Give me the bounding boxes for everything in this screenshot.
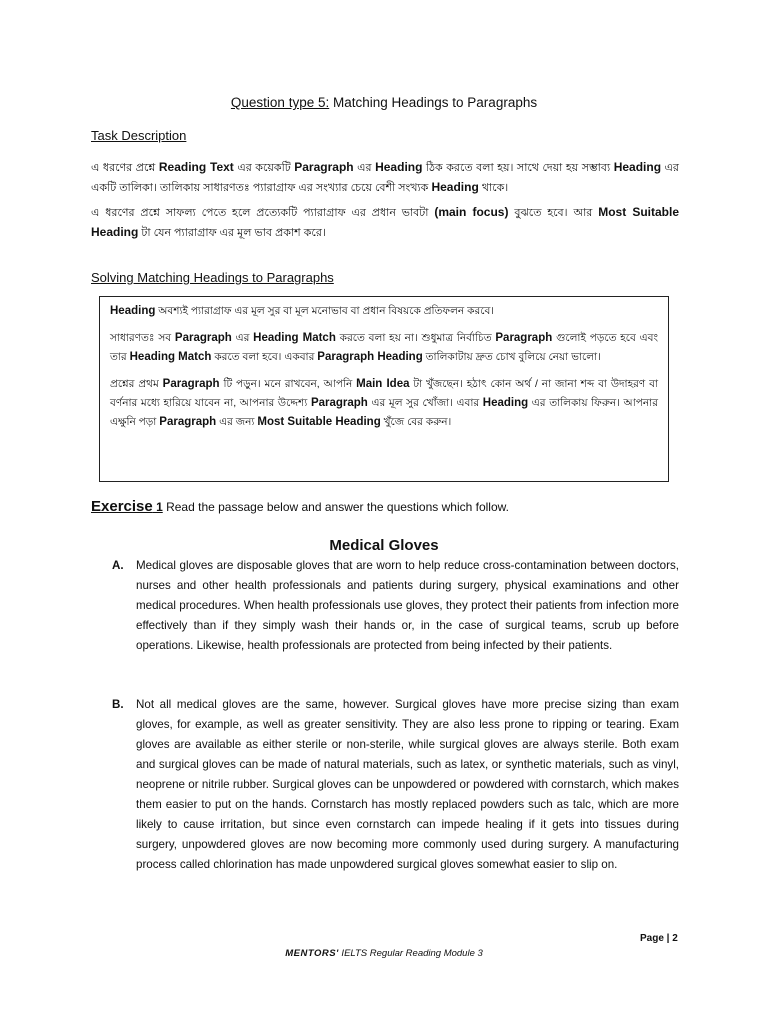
exercise-label: Exercise 1 <box>91 498 163 515</box>
passage-title: Medical Gloves <box>329 537 439 554</box>
question-type-text: Matching Headings to Paragraphs <box>329 95 538 110</box>
page-number: Page | 2 <box>640 933 678 944</box>
module-name: IELTS Regular Reading Module 3 <box>338 948 483 959</box>
tip-3: প্রশ্নের প্রথম Paragraph টি পড়ুন। মনে রাখবেন, আপনি Main Idea টা খুঁজছেন। হঠাৎ কোন অর্থ / না জানা শব্দ বা উদাহরণ বা বর্ণনার মধ্যে হারিয়ে যাবেন না, আপনার উদ্দেশ্য Paragraph এর মূল সুর খোঁজা। এবার Heading এর তালিকায় ফিরুন। আপনার এক্ষুনি পড়া Paragraph এর জন্য Most Suitable Heading খুঁজে বের করুন। <box>110 378 658 428</box>
tip-1: Heading অবশ্যই প্যারাগ্রাফ এর মূল সুর বা মূল মনোভাব বা প্রধান বিষয়কে প্রতিফলন করবে। <box>110 305 495 317</box>
brand-logo: MENTORS' <box>285 948 339 959</box>
task-description-heading: Task Description <box>91 128 187 143</box>
exercise-instruction: Read the passage below and answer the questions which follow. <box>162 500 509 514</box>
solving-heading: Solving Matching Headings to Paragraphs <box>91 270 334 285</box>
task-paragraph-2: এ ধরণের প্রশ্নে সাফল্য পেতে হলে প্রত্যেকটি প্যারাগ্রাফ এর প্রধান ভাবটা (main focus) বুঝতে হবে। আর Most Suitable Heading টা যেন প্যারাগ্রাফ এর মূল ভাব প্রকাশ করে। <box>91 205 680 239</box>
task-paragraph-1: এ ধরণের প্রশ্নে Reading Text এর কয়েকটি Paragraph এর Heading ঠিক করতে বলা হয়। সাথে দেয়া হয় সম্ভাব্য Heading এর একটি তালিকা। তালিকায় সাধারণতঃ প্যারাগ্রাফ এর সংখ্যার চেয়ে বেশী সংখ্যক Heading থাকে। <box>91 160 679 194</box>
tip-2: সাধারণতঃ সব Paragraph এর Heading Match করতে বলা হয় না। শুধুমাত্র নির্বাচিত Paragraph গুলোই পড়তে হবে এবং তার Heading Match করতে বলা হবে। একবার Paragraph Heading তালিকাটায় দ্রুত চোখ বুলিয়ে নেয়া ভালো। <box>110 332 658 363</box>
paragraph-text: Medical gloves are disposable gloves that are worn to help reduce cross-contamination between doctors, nurses and other health professionals and patients during surgery, physical examinations and other medical procedures. When health professionals use gloves, they protect their patients from infection more effectively than if they simply wash their hands or, in the case of surgical teams, scrub up before operations. Likewise, health professionals are protected from being infected by their patients. <box>136 559 679 652</box>
exercise-heading <box>91 498 509 515</box>
paragraph-text: Not all medical gloves are the same, however. Surgical gloves have more precise sizing than exam gloves, for example, as well as greater sensitivity. They are also less prone to ripping or tearing. Exam gloves are available as either sterile or non-sterile, while surgical gloves are always sterile. Both exam and surgical gloves can be made of natural materials, such as latex, or synthetic materials, such as vinyl, neoprene or nitrile rubber. Surgical gloves can be unpowdered or powdered with cornstarch, which makes them easier to put on the hands. Cornstarch has mostly replaced powders such as talc, which are more likely to cause irritation, but since even cornstarch can impede healing if it gets into tissues during surgery, unpowdered gloves are now becoming more commonly used during surgery. A manufacturing process called chlorination has made unpowdered surgical gloves somewhat easier to slip on. <box>136 698 679 871</box>
paragraph-letter: B. <box>112 698 124 711</box>
page-footer <box>0 948 768 959</box>
page-title <box>0 95 768 110</box>
passage-paragraph-b <box>112 695 679 875</box>
question-type-label: Question type 5: <box>230 95 330 110</box>
paragraph-letter: A. <box>112 559 124 572</box>
passage-paragraph-a <box>112 556 679 656</box>
tips-box <box>99 296 669 482</box>
